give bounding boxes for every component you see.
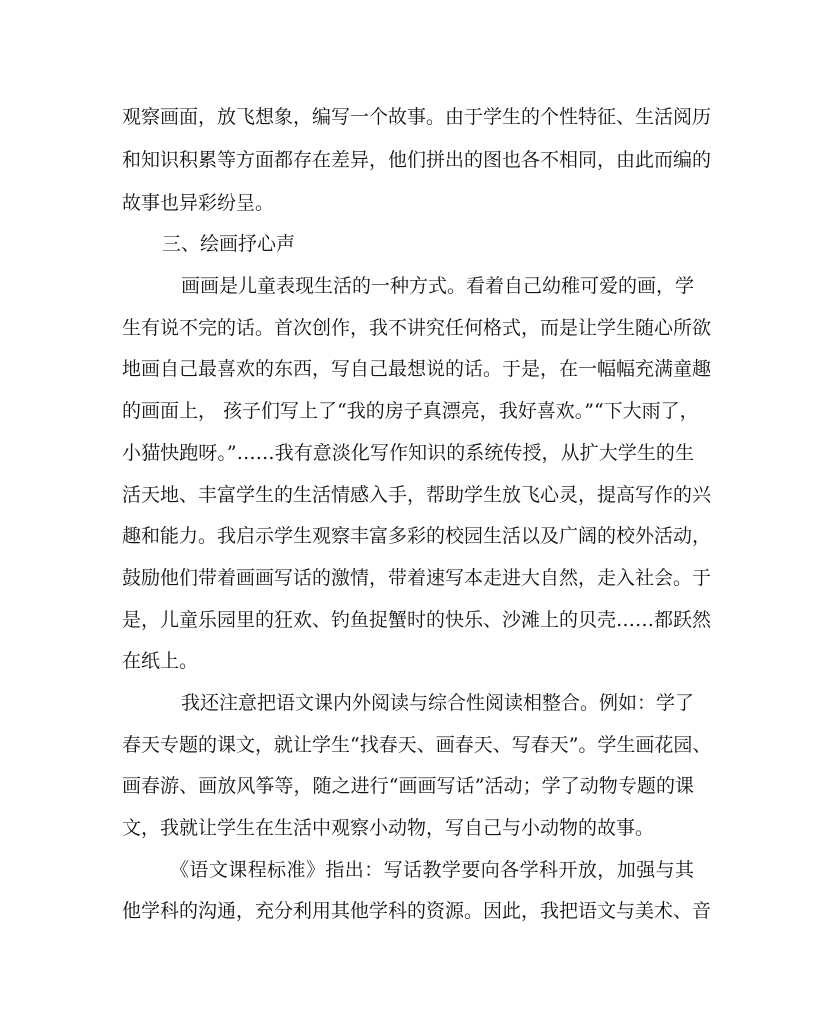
paragraph-5-line-2: 他学科的沟通，充分利用其他学科的资源。因此，我把语文与美术、音 — [122, 900, 712, 922]
paragraph-3-line-7: 趣和能力。我启示学生观察丰富多彩的校园生活以及广阔的校外活动， — [122, 525, 712, 547]
paragraph-3-line-6: 活天地、丰富学生的生活情感入手，帮助学生放飞心灵，提高写作的兴 — [122, 484, 712, 506]
paragraph-4-line-2: 春天专题的课文，就让学生“找春天、画春天、写春天”。学生画花园、 — [122, 734, 712, 756]
paragraph-1-line-2: 和知识积累等方面都存在差异，他们拼出的图也各不相同，由此而编的 — [122, 149, 712, 171]
paragraph-4-line-3: 画春游、画放风筝等，随之进行“画画写话”活动；学了动物专题的课 — [122, 775, 694, 797]
paragraph-3-line-2: 生有说不完的话。首次创作，我不讲究任何格式，而是让学生随心所欲 — [122, 317, 712, 339]
paragraph-3-line-8: 鼓励他们带着画画写话的激情，带着速写本走进大自然，走入社会。于 — [122, 567, 712, 589]
paragraph-1-line-3: 故事也异彩纷呈。 — [122, 192, 275, 214]
paragraph-5-line-1: 《语文课程标准》指出：写话教学要向各学科开放，加强与其 — [170, 859, 694, 881]
paragraph-4-line-1: 我还注意把语文课内外阅读与综合性阅读相整合。例如：学了 — [181, 692, 695, 714]
paragraph-3-line-5: 小猫快跑呀。”……我有意淡化写作知识的系统传授，从扩大学生的生 — [122, 442, 694, 464]
paragraph-3-line-3: 地画自己最喜欢的东西，写自己最想说的话。于是，在一幅幅充满童趣 — [122, 358, 712, 380]
paragraph-3-line-4: 的画面上， 孩子们写上了“我的房子真漂亮，我好喜欢。”“下大雨了， — [122, 400, 699, 422]
paragraph-1-line-1: 观察画面，放飞想象，编写一个故事。由于学生的个性特征、生活阅历 — [122, 106, 712, 128]
paragraph-3-line-9: 是，儿童乐园里的狂欢、钓鱼捉蟹时的快乐、沙滩上的贝壳……都跃然 — [122, 609, 712, 631]
paragraph-3-line-10: 在纸上。 — [122, 650, 199, 672]
section-heading: 三、绘画抒心声 — [162, 233, 296, 255]
paragraph-3-line-1: 画画是儿童表现生活的一种方式。看着自己幼稚可爱的画，学 — [181, 275, 695, 297]
paragraph-4-line-4: 文，我就让学生在生活中观察小动物，写自己与小动物的故事。 — [122, 817, 655, 839]
